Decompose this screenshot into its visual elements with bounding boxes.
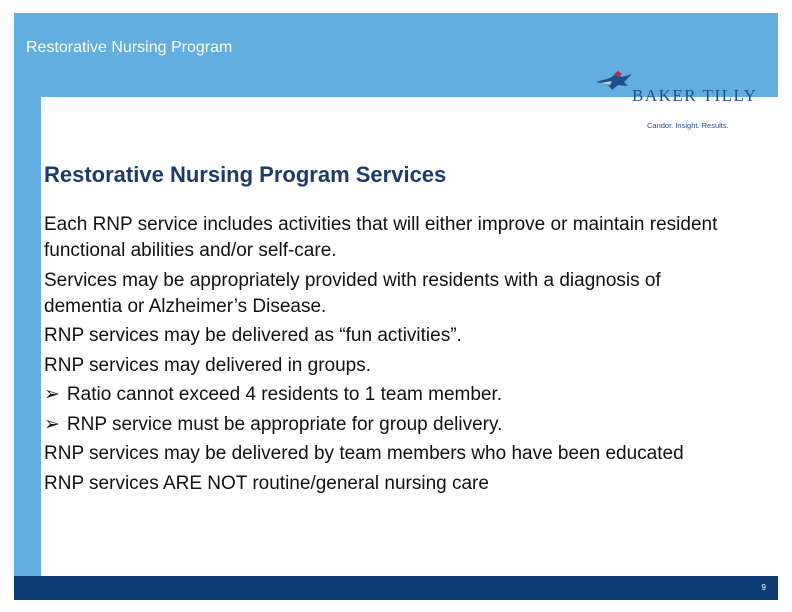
list-item: Each RNP service includes activities that will either improve or maintain resident functional abilities and/or self-care. (44, 214, 718, 261)
list-item: Services may be appropriately provided with residents with a diagnosis of dementia or Alzheimer’s Disease. (44, 269, 661, 317)
eagle-logo-icon (594, 68, 634, 98)
footer-bar (14, 576, 778, 600)
arrow-bullet-icon: ➢ (44, 413, 60, 435)
list-item: ➢ Ratio cannot exceed 4 residents to 1 team member. (44, 384, 503, 405)
arrow-bullet-icon: ➢ (44, 384, 60, 405)
logo-wordmark: BAKER TILLY (632, 86, 758, 105)
baker-tilly-logo (599, 68, 769, 138)
logo-tagline: Candor. Insight. Results. (647, 121, 729, 130)
list-item: ➢ RNP service must be appropriate for group delivery. (44, 413, 503, 435)
header-title: Restorative Nursing Program (26, 39, 233, 56)
list-item: RNP services ARE NOT routine/general nursing care (44, 472, 489, 494)
list-item: RNP services may be delivered by team members who have been educated (44, 443, 684, 464)
slide-heading: Restorative Nursing Program Services (44, 162, 447, 187)
list-item: RNP services may be delivered as “fun activities”. (44, 325, 462, 346)
list-item: RNP services may delivered in groups. (44, 354, 372, 376)
bullet-list (44, 212, 744, 500)
page-number: 9 (761, 583, 766, 592)
